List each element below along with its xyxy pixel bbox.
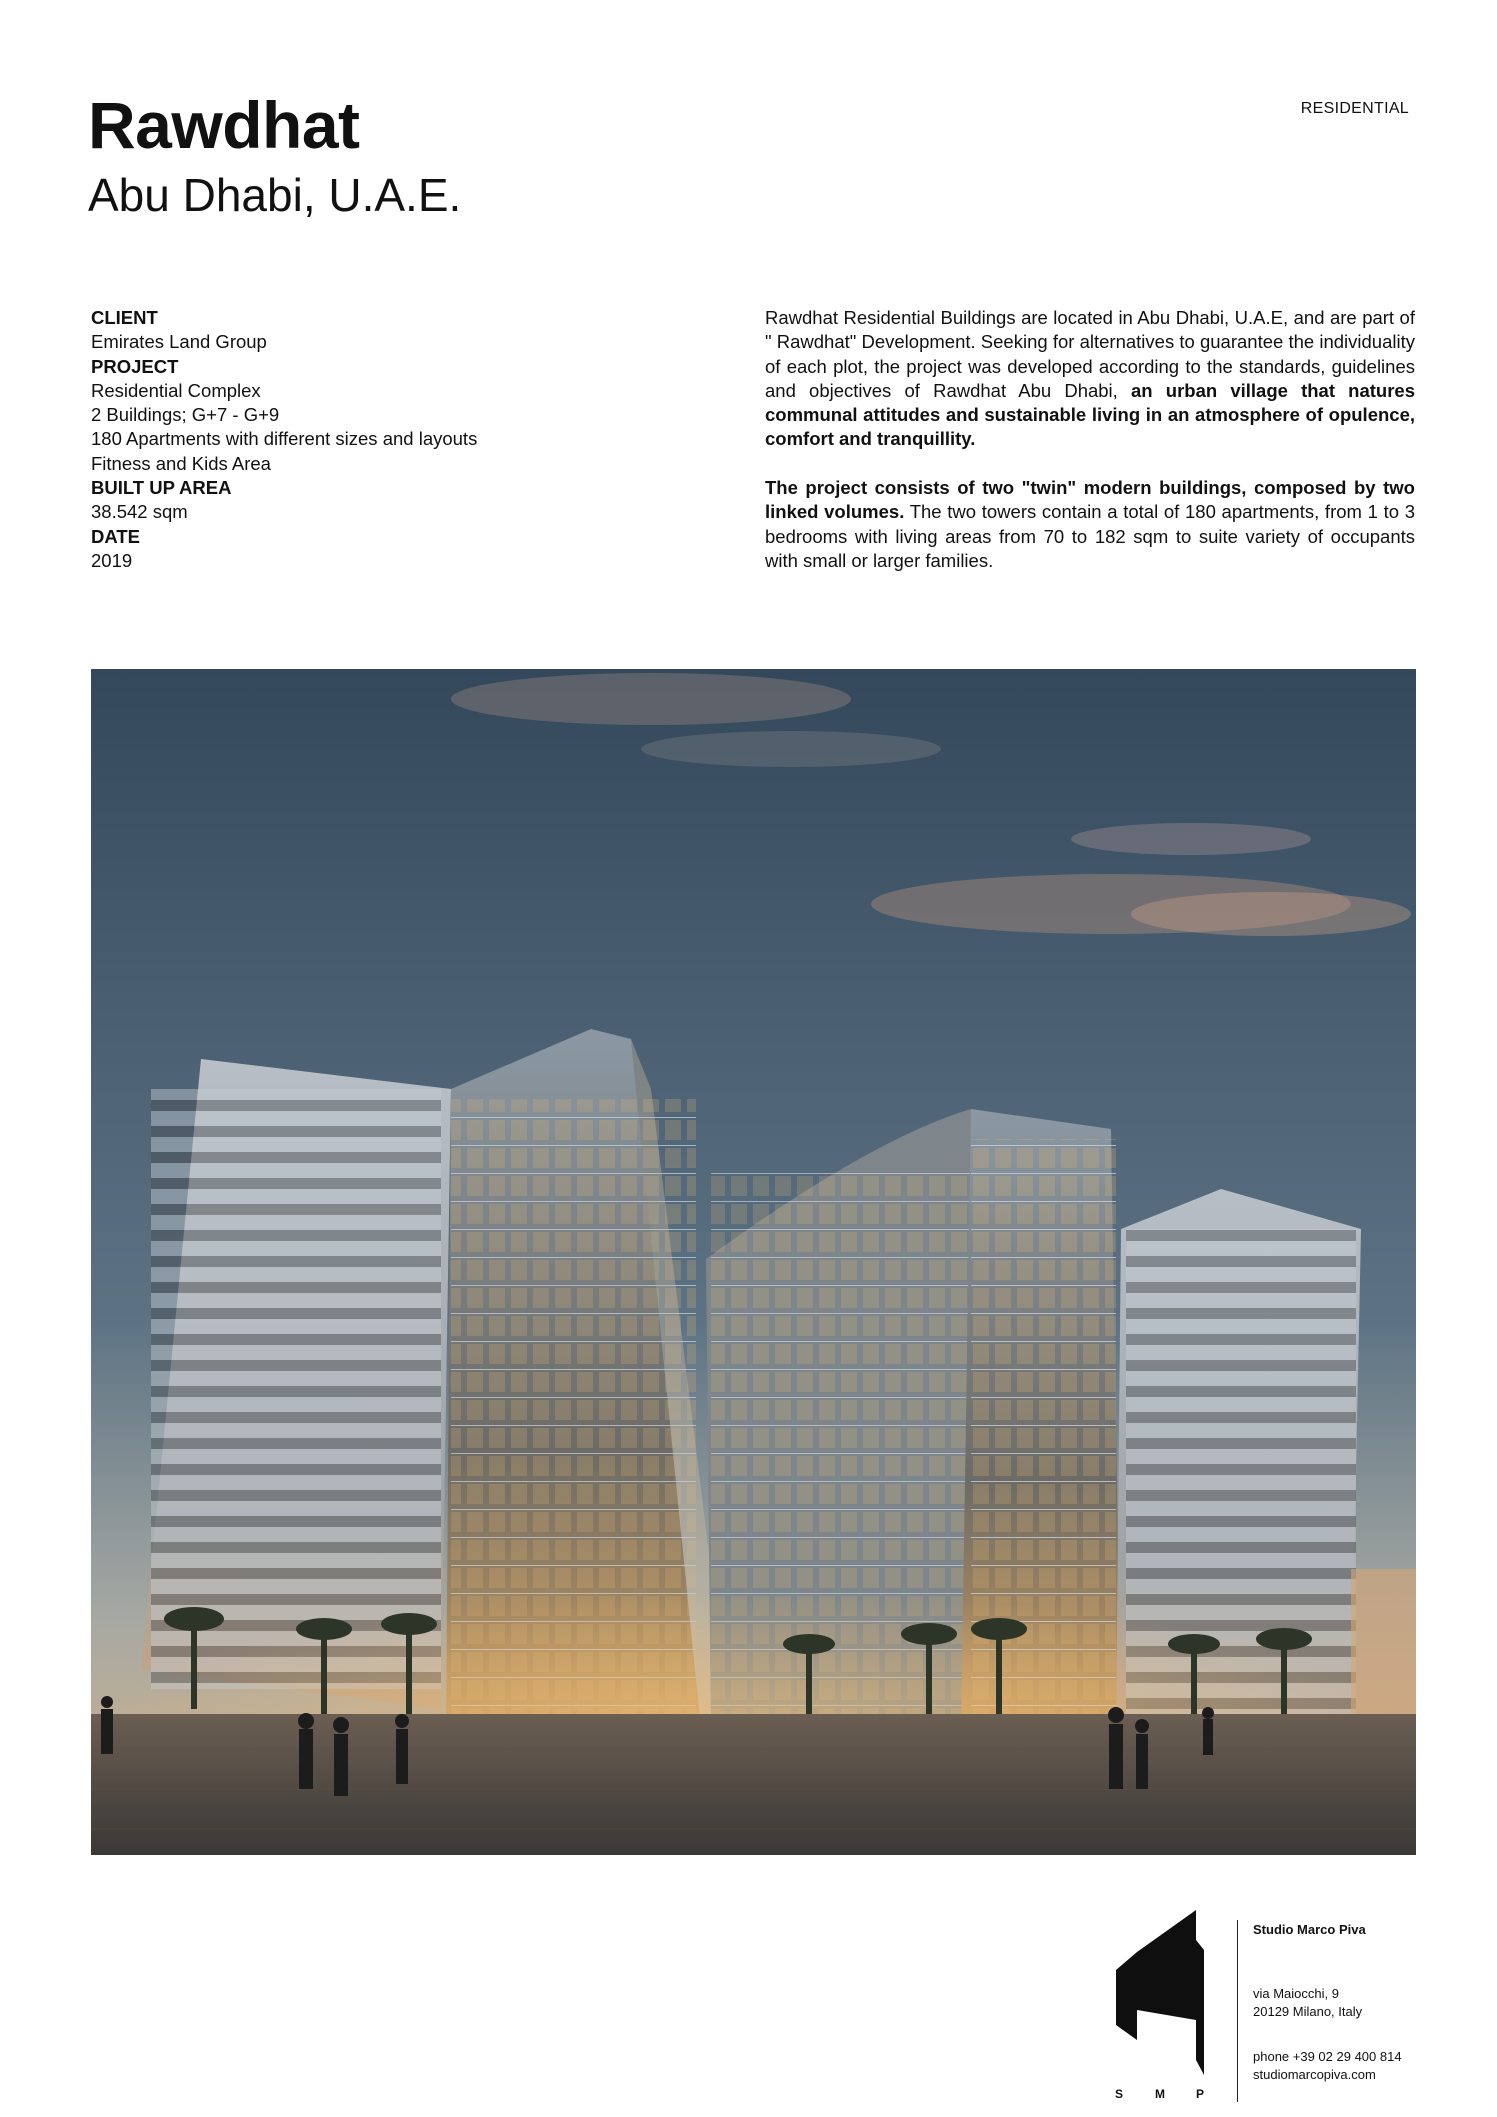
project-label: PROJECT: [91, 355, 179, 377]
studio-contact: [1253, 2048, 1402, 2084]
address-line: via Maiocchi, 9: [1253, 1986, 1339, 2001]
date-value: 2019: [91, 549, 133, 571]
studio-phone: phone +39 02 29 400 814: [1253, 2049, 1402, 2064]
area-label: BUILT UP AREA: [91, 477, 232, 499]
description-paragraph-2: [765, 476, 1415, 573]
building-render-image: [91, 669, 1416, 1855]
smp-logo-icon: [1112, 1910, 1212, 2115]
project-line: Fitness and Kids Area: [91, 452, 271, 474]
description-text: Rawdhat Residential Buildings are located in Abu Dhabi, U.A.E, and are part of " Rawdhat" Development. Seeking for alternatives to guarantee the individuality of each plot, the project was developed according to the standards, guidelines and objectives of Rawdhat Abu Dhabi,: [765, 307, 1415, 401]
area-value: 38.542 sqm: [91, 501, 188, 523]
page-subtitle: Abu Dhabi, U.A.E.: [88, 169, 462, 221]
project-line: 180 Apartments with different sizes and layouts: [91, 428, 478, 450]
project-meta: [91, 306, 711, 573]
client-label: CLIENT: [91, 307, 158, 328]
category-label: RESIDENTIAL: [1300, 100, 1409, 117]
project-line: 2 Buildings; G+7 - G+9: [91, 404, 280, 426]
date-label: DATE: [91, 525, 140, 547]
address-line: 20129 Milano, Italy: [1253, 2004, 1363, 2019]
logo-letter-m: M: [1155, 2087, 1165, 2101]
footer-divider: [1237, 1920, 1238, 2102]
client-value: Emirates Land Group: [91, 331, 267, 353]
description-highlight: an urban village that natures communal attitudes and sustainable living in an atmosphere of opulence, comfort and tranquillity.: [765, 379, 1415, 450]
page-title: Rawdhat: [88, 88, 360, 162]
description-highlight: The project consists of two "twin" modern buildings, composed by two linked volumes.: [765, 477, 1415, 523]
project-description: [765, 306, 1415, 598]
description-paragraph-1: [765, 306, 1415, 452]
studio-name: Studio Marco Piva: [1253, 1922, 1366, 1937]
studio-address: [1253, 1985, 1362, 2021]
description-text: The two towers contain a total of 180 apartments, from 1 to 3 bedrooms with living areas from 70 to 182 sqm to suite variety of occupants with small or larger families.: [765, 501, 1415, 571]
logo-letter-s: S: [1115, 2087, 1124, 2101]
studio-website-link[interactable]: studiomarcopiva.com: [1253, 2067, 1376, 2082]
logo-letter-p: P: [1196, 2087, 1205, 2101]
project-line: Residential Complex: [91, 379, 261, 401]
